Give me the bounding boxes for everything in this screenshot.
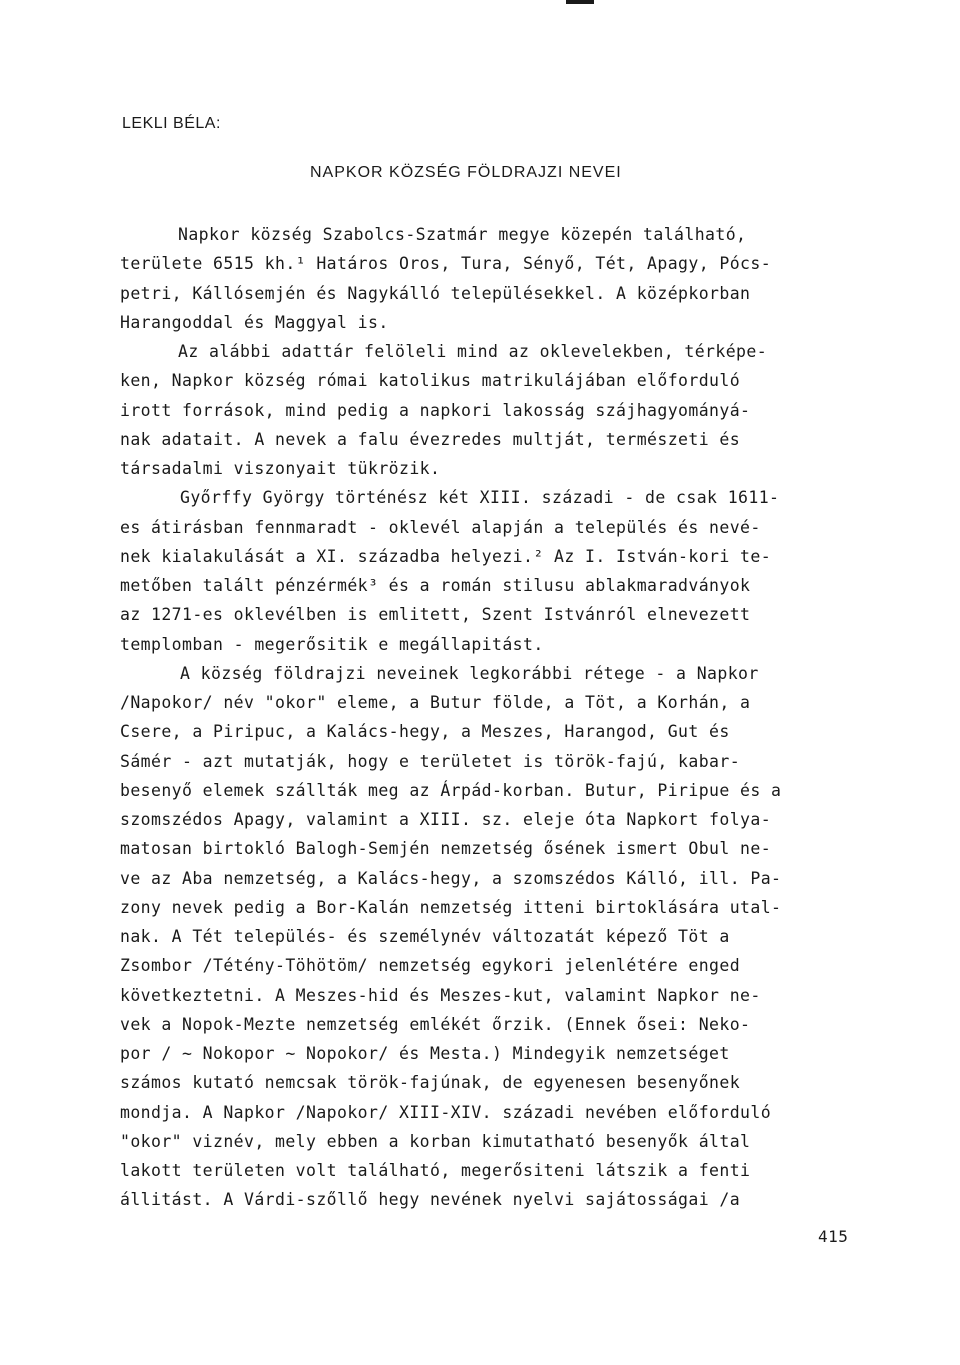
article-title: NAPKOR KÖZSÉG FÖLDRAJZI NEVEI	[310, 164, 622, 181]
text-line: /Napokor/ név "okor" eleme, a Butur földe, a Töt, a Korhán, a	[120, 693, 751, 712]
text-line: nak. A Tét település- és személynév változatát képező Töt a	[120, 927, 730, 946]
text-line: szomszédos Apagy, valamint a XIII. sz. eleje óta Napkort folya-	[120, 810, 772, 829]
text-line: nek kialakulását a XI. századba helyezi.² Az I. István-kori te-	[120, 546, 772, 566]
text-line: matosan birtokló Balogh-Semjén nemzetség ősének ismert Obul ne-	[120, 839, 772, 859]
text-line: Győrffy György történész két XIII. századi - de csak 1611-	[180, 488, 780, 508]
page-number: 415	[818, 1227, 849, 1246]
text-line: ve az Aba nemzetség, a Kalács-hegy, a szomszédos Kálló, ill. Pa-	[120, 868, 782, 888]
text-line: nak adatait. A nevek a falu évezredes multját, természeti és	[120, 429, 741, 449]
text-line: A község földrajzi neveinek legkorábbi rétege - a Napkor	[180, 663, 759, 683]
text-line: Az alábbi adattár felöleli mind az oklevelekben, térképe-	[178, 342, 768, 361]
text-line: zony nevek pedig a Bor-Kalán nemzetség itteni birtoklására utal-	[120, 897, 782, 917]
text-line: társadalmi viszonyait tükrözik.	[120, 459, 441, 478]
text-line: Sámér - azt mutatják, hogy e területet is török-fajú, kabar-	[120, 751, 741, 771]
text-line: "okor" viznév, mely ebben a korban kimutatható besenyők által	[120, 1131, 751, 1151]
text-line: Napkor község Szabolcs-Szatmár megye közepén található,	[178, 225, 747, 244]
text-line: Csere, a Piripuc, a Kalács-hegy, a Meszes, Harangod, Gut és	[120, 722, 730, 742]
text-line: por / ~ Nokopor ~ Nopokor/ és Mesta.) Mindegyik nemzetséget	[120, 1044, 730, 1063]
text-line: metőben talált pénzérmék³ és a román stilusu ablakmaradványok	[120, 576, 751, 595]
text-line: petri, Kállósemjén és Nagykálló településekkel. A középkorban	[120, 283, 751, 303]
scan-mark	[566, 0, 594, 4]
text-line: területe 6515 kh.¹ Határos Oros, Tura, Sényő, Tét, Apagy, Pócs-	[120, 254, 772, 274]
text-line: Zsombor /Tétény-Töhötöm/ nemzetség egykori jelenlétére enged	[120, 956, 741, 976]
text-line: irott források, mind pedig a napkori lakosság szájhagyományá-	[120, 400, 751, 420]
text-line: számos kutató nemcsak török-fajúnak, de egyenesen besenyőnek	[120, 1073, 741, 1093]
text-line: állitást. A Várdi-szőllő hegy nevének nyelvi sajátosságai /a	[120, 1190, 741, 1210]
text-line: vek a Nopok-Mezte nemzetség emlékét őrzik. (Ennek ősei: Neko-	[120, 1014, 751, 1034]
text-line: templomban - megerősitik e megállapitást.	[120, 634, 544, 654]
text-line: Harangoddal és Maggyal is.	[120, 312, 389, 332]
text-line: ken, Napkor község római katolikus matrikulájában előforduló	[120, 371, 741, 391]
author-name: LEKLI BÉLA:	[122, 115, 221, 132]
article-body	[120, 220, 880, 1215]
text-line: következtetni. A Meszes-hid és Meszes-kut, valamint Napkor ne-	[120, 985, 761, 1005]
text-line: mondja. A Napkor /Napokor/ XIII-XIV. századi nevében előforduló	[120, 1102, 772, 1122]
text-line: lakott területen volt található, megerősiteni látszik a fenti	[120, 1161, 751, 1180]
text-line: besenyő elemek szállták meg az Árpád-korban. Butur, Piripue és a	[120, 780, 782, 800]
text-line: az 1271-es oklevélben is emlitett, Szent Istvánról elnevezett	[120, 605, 751, 625]
text-line: es átirásban fennmaradt - oklevél alapján a település és nevé-	[120, 517, 761, 537]
